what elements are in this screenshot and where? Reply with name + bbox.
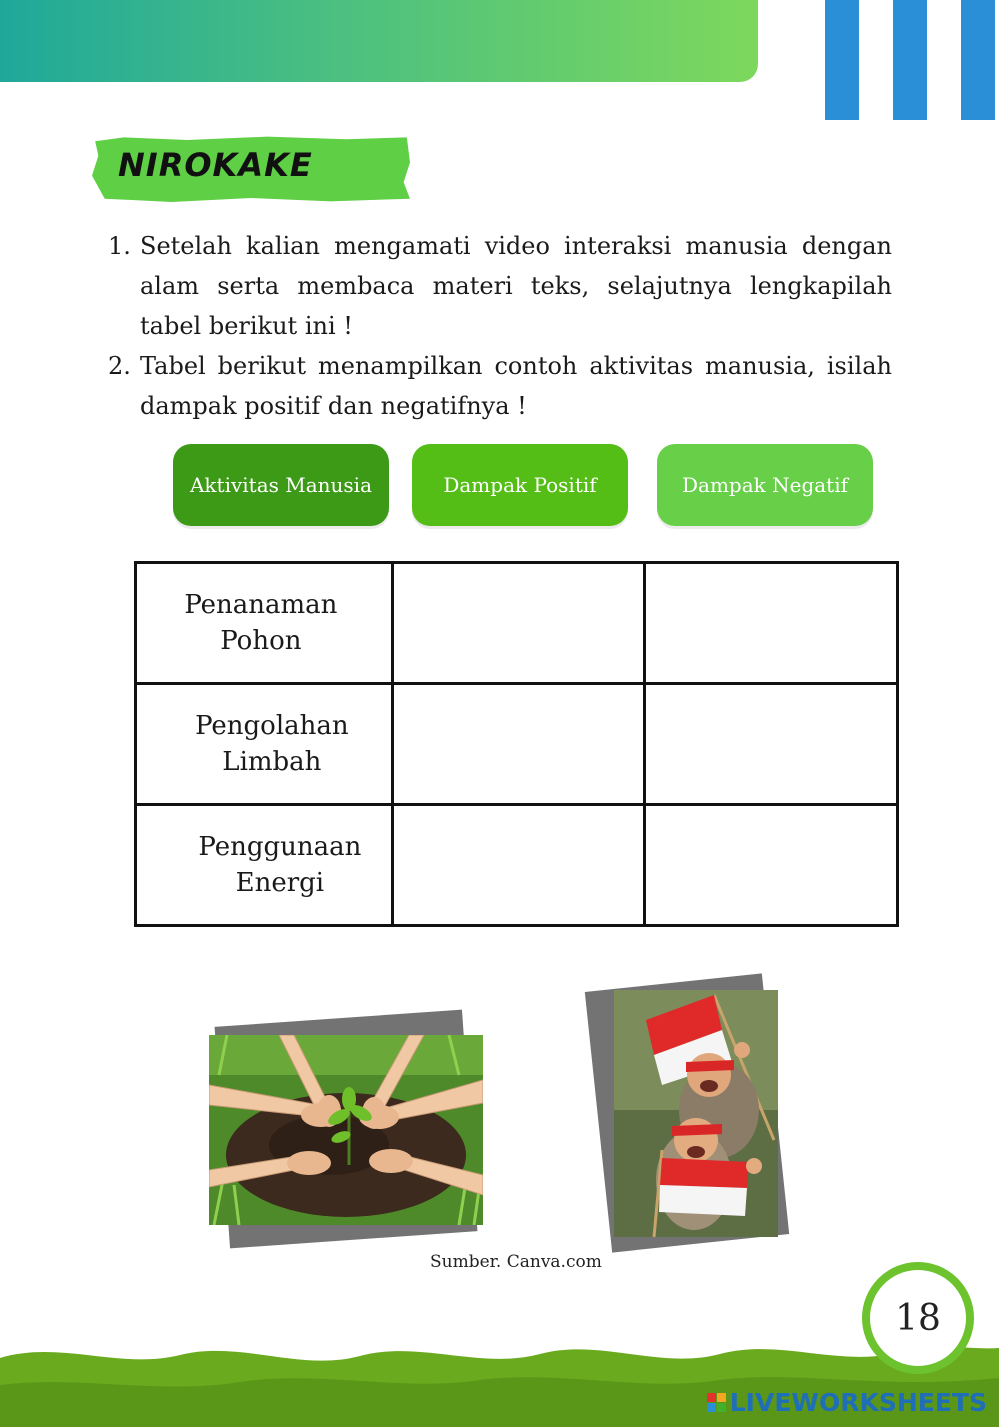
header-negative-impact: Dampak Negatif (657, 444, 873, 526)
children-flags-illustration (614, 990, 778, 1237)
liveworksheets-logo-icon (707, 1393, 726, 1412)
activity-label: Limbah (222, 747, 322, 777)
flag-children-photo (614, 990, 778, 1237)
instruction-number: 1. (108, 232, 131, 260)
header-activity: Aktivitas Manusia (173, 444, 389, 526)
table-row (136, 684, 898, 805)
page-number: 18 (895, 1297, 941, 1339)
table-row (136, 563, 898, 684)
blue-stripe (825, 0, 859, 120)
instructions-list (108, 226, 892, 426)
positive-answer-cell[interactable] (392, 684, 645, 805)
liveworksheets-watermark[interactable] (707, 1388, 987, 1417)
positive-answer-cell[interactable] (392, 805, 645, 926)
image-source-caption: Sumber. Canva.com (430, 1252, 602, 1272)
page-title: NIROKAKE (118, 146, 313, 184)
negative-answer-cell[interactable] (645, 805, 898, 926)
page-number-badge (862, 1262, 974, 1374)
instruction-text: Tabel berikut menampilkan contoh aktivitas manusia, isilah dampak positif dan negatifnya ! (140, 352, 892, 420)
activity-label: Pohon (220, 626, 302, 656)
activity-cell (136, 563, 393, 684)
activity-cell (136, 684, 393, 805)
instruction-number: 2. (108, 352, 131, 380)
negative-answer-cell[interactable] (645, 684, 898, 805)
activity-label: Penggunaan (198, 832, 362, 862)
planting-illustration (209, 1035, 483, 1225)
blue-stripe (893, 0, 927, 120)
header-gradient-bar (0, 0, 758, 82)
negative-answer-cell[interactable] (645, 563, 898, 684)
instruction-text: Setelah kalian mengamati video interaksi manusia dengan alam serta membaca materi teks, selajutnya lengkapilah tabel berikut ini ! (140, 232, 892, 340)
activity-cell (136, 805, 393, 926)
watermark-text: LIVEWORKSHEETS (729, 1388, 987, 1417)
blue-stripe (961, 0, 995, 120)
activity-label: Penanaman (184, 590, 338, 620)
planting-photo (209, 1035, 483, 1225)
positive-answer-cell[interactable] (392, 563, 645, 684)
worksheet-table (134, 561, 899, 927)
activity-label: Pengolahan (195, 711, 349, 741)
activity-label: Energi (235, 868, 325, 898)
table-row (136, 805, 898, 926)
header-positive-impact: Dampak Positif (412, 444, 628, 526)
instruction-item (108, 226, 892, 346)
instruction-item (108, 346, 892, 426)
